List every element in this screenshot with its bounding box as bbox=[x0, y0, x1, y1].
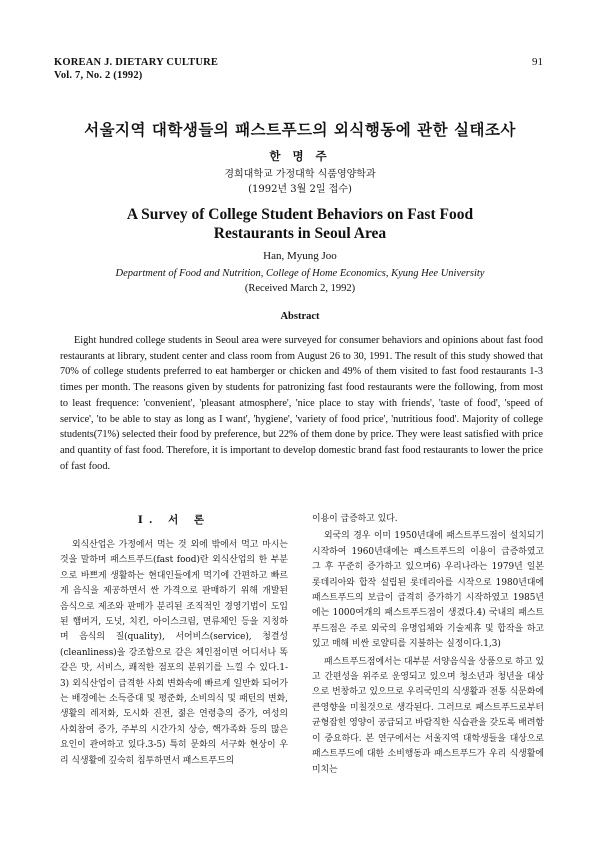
english-affiliation-block bbox=[0, 266, 600, 296]
korean-affiliation: 경희대학교 가정대학 식품영양학과 bbox=[224, 169, 376, 180]
body-paragraph: 이용이 급증하고 있다. bbox=[312, 514, 398, 524]
english-title-line1: A Survey of College Student Behaviors on Fast Food bbox=[126, 206, 474, 223]
body-paragraph: 외국의 경우 이미 1950년대에 패스트푸드점이 설치되기 시작하여 1960년대에는 패스트푸드의 이용이 급증하였고 그 후 꾸준히 증가하고 있으며6) 우리나라는 1979년 일본 롯데리아와 합작 설립된 롯데리아를 시작으로 1980년대에 패스트푸드의 보급이 급격히 증가하기 시작하였고 1985년에는 1000여개의 패스트푸드점이 생겼다.4) 국내의 패스트푸드점은 주로 외국의 유명업체와 기술제휴 및 합작을 하고 있고 매해 비싼 로얄티를 지불하는 실정이다.1,3) bbox=[312, 531, 544, 650]
english-author: Han, Myung Joo bbox=[263, 250, 337, 262]
body-paragraph: 패스트푸드점에서는 대부분 서양음식을 상품으로 하고 있고 간편성을 위주로 운영되고 있으며 청소년과 청년을 대상으로 번창하고 있으므로 우리국민의 식생활과 전통 식문화에 큰영향을 미칠것으로 생각된다. 그러므로 패스트푸드로부터 균형잡힌 영양이 공급되고 바람직한 식습관을 갖도록 배려함이 중요하다. 본 연구에서는 서울지역 대학생들을 대상으로 패스트푸드에 대한 소비행동과 패스트푸드가 우리 식생활에 미치는 bbox=[312, 656, 544, 775]
page-number: 91 bbox=[532, 56, 543, 68]
body-column-right bbox=[312, 512, 544, 778]
korean-affiliation-block bbox=[0, 167, 600, 197]
english-received-date: (Received March 2, 1992) bbox=[244, 283, 356, 294]
journal-header bbox=[54, 56, 218, 82]
abstract-heading: Abstract bbox=[280, 311, 320, 322]
body-paragraph: 외식산업은 가정에서 먹는 것 외에 밖에서 먹고 마시는 것을 말하며 패스트푸드(fast food)란 외식산업의 한 부분으로 바쁘게 생활하는 현대인들에게 먹기에 간편하고 빠르게 음식을 제공하면서 싼 가격으로 판매하기 위해 개발된 음식으로 제조와 판매가 분리된 조직적인 경영기법이 도입된 햄버거, 도넛, 치킨, 아이스크림, 면류체인 등을 지칭하며 음식의 질(quality), 서어비스(service), 청결성(cleanliness)을 강조함으로 같은 체인점이면 어디서나 똑같은 맛, 서비스, 쾌적한 점포의 분위기를 느낄 수 있다.1-3) 외식산업이 급격한 사회 변화속에 빠르게 일반화 되어가는 배경에는 소득증대 및 평준화, 소비의식 및 패턴의 변화, 생활의 레저화, 도시화 진전, 젊은 연령층의 증가, 여성의 사회참여 증가, 주부의 시간가치 상승, 핵가족화 등의 많은 요인이 관여하고 있다.3-5) 특히 문화의 서구화 현상이 우리 식생활에 깊숙히 침투하면서 패스트푸드의 bbox=[60, 540, 288, 766]
korean-author: 한 명 주 bbox=[269, 149, 331, 163]
abstract-text: Eight hundred college students in Seoul area were surveyed for consumer behaviors and opinions about fast food restaurants at library, student center and class room from August 26 to 30, 1991. The result of this study showed that 70% of college students preferred to eat hamberger or chicken and 49% of them visited to fast food restaurants 1-3 times per month. The reasons given by students for patronizing fast food restaurants were the following, from most to least frequence: 'convenient', 'pleasant atmosphere', 'nice place to stay with friends', 'taste of food', 'speed of service', 'to be able to stay as long as I want', 'hygiene', 'variety of food price', 'nutritious food'. Majority of college students(71%) selected their food by preference, but 22% of them done by price. They were least satisfied with price and quantity of fast food. Therefore, it is important to develop domestic brand fast food restaurants to lower the price of fast food. bbox=[60, 335, 543, 472]
section-heading-introduction: I. 서 론 bbox=[137, 514, 211, 526]
korean-title: 서울지역 대학생들의 패스트푸드의 외식행동에 관한 실태조사 bbox=[84, 121, 516, 139]
journal-volume: Vol. 7, No. 2 (1992) bbox=[54, 70, 143, 81]
korean-received-date: (1992년 3월 2일 접수) bbox=[248, 184, 352, 195]
journal-name: KOREAN J. DIETARY CULTURE bbox=[54, 57, 219, 68]
english-title bbox=[0, 205, 600, 243]
english-affiliation: Department of Food and Nutrition, College of Home Economics, Kyung Hee University bbox=[115, 268, 485, 279]
body-column-left bbox=[60, 512, 288, 769]
english-title-line2: Restaurants in Seoul Area bbox=[213, 225, 387, 242]
